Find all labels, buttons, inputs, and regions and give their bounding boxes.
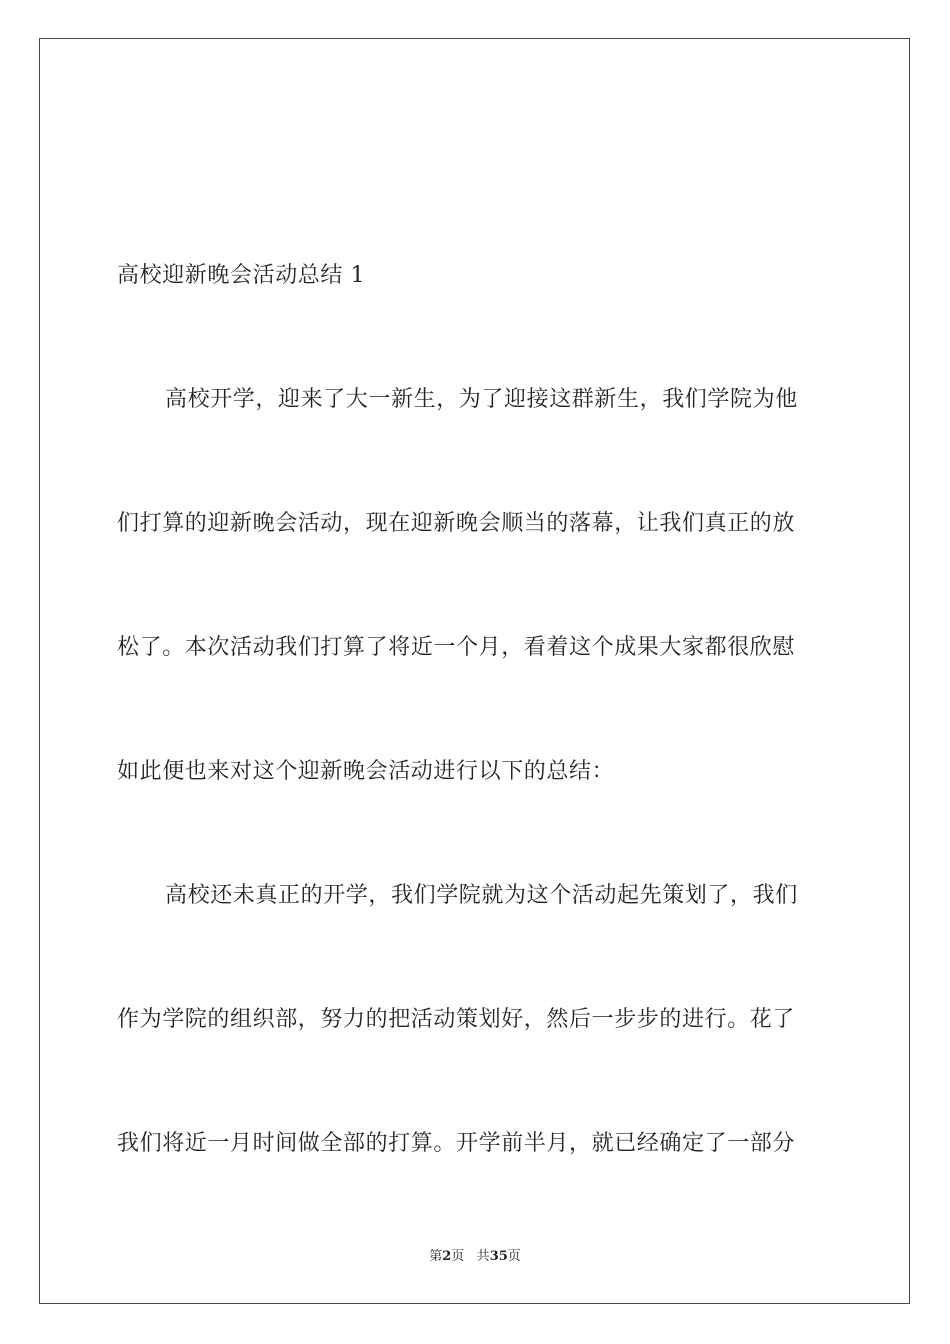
paragraph-1-line-2: 们打算的迎新晚会活动，现在迎新晚会顺当的落幕，让我们真正的放 xyxy=(117,511,796,536)
paragraph-1-line-1: 高校开学，迎来了大一新生，为了迎接这群新生，我们学院为他 xyxy=(165,387,798,412)
page-border xyxy=(39,38,910,1304)
page-number: 2 xyxy=(442,1249,452,1264)
document-title: 高校迎新晚会活动总结 1 xyxy=(117,263,366,288)
page-footer xyxy=(0,1248,950,1266)
paragraph-2-line-2: 作为学院的组织部，努力的把活动策划好，然后一步步的进行。花了 xyxy=(117,1007,796,1032)
paragraph-2-line-3: 我们将近一月时间做全部的打算。开学前半月，就已经确定了一部分 xyxy=(117,1131,796,1156)
total-pages: 35 xyxy=(489,1249,508,1264)
paragraph-2-line-1: 高校还未真正的开学，我们学院就为这个活动起先策划了，我们 xyxy=(165,883,798,908)
page-label-suffix: 页 xyxy=(451,1249,465,1264)
paragraph-1-line-3: 松了。本次活动我们打算了将近一个月，看着这个成果大家都很欣慰 xyxy=(117,635,796,660)
page-label-prefix: 第 xyxy=(429,1249,443,1264)
total-label-prefix: 共 xyxy=(476,1249,490,1264)
paragraph-1-line-4: 如此便也来对这个迎新晚会活动进行以下的总结： xyxy=(117,759,615,784)
total-label-suffix: 页 xyxy=(507,1249,521,1264)
